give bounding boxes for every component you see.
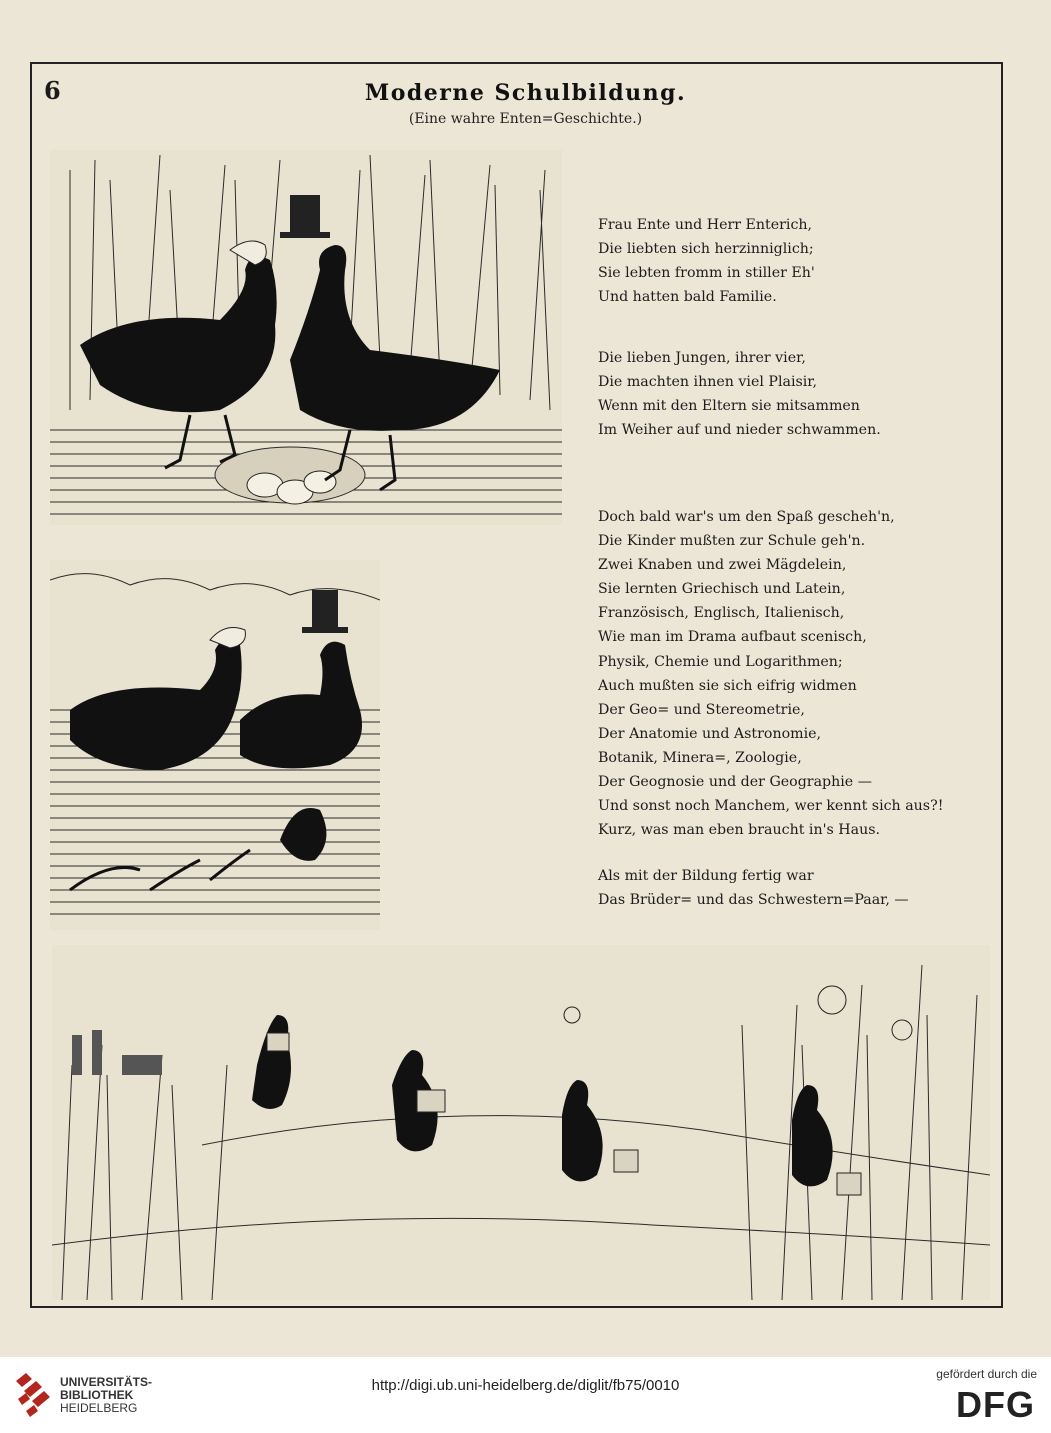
poem-line: Die lieben Jungen, ihrer vier, [598,350,806,366]
page-subtitle: (Eine wahre Enten=Geschichte.) [408,111,643,127]
poem-line: Französisch, Englisch, Italienisch, [598,605,845,622]
poem-stanza [598,505,943,842]
poem-line: Physik, Chemie und Logarithmen; [598,653,843,670]
illustration-ducks-school-walk [52,945,990,1300]
poem-stanza [598,346,881,442]
illustration-ducks-pond [50,560,380,930]
source-url-link[interactable]: http://digi.ub.uni-heidelberg.de/diglit/fb75/0010 [371,1377,680,1394]
poem-line: Kurz, was man eben braucht in's Haus. [598,822,881,839]
poem-line: Als mit der Bildung fertig war [598,868,814,884]
poem-line: Die machten ihnen viel Plaisir, [598,374,818,391]
illustration-ducks-school-walk-drawing [52,945,990,1300]
poem-line: Der Geognosie und der Geographie — [598,774,872,791]
poem-line: Die Kinder mußten zur Schule geh'n. [598,533,866,550]
illustration-ducks-pond-drawing [50,560,380,930]
poem-line: Doch bald war's um den Spaß gescheh'n, [598,509,895,525]
poem-stanza [598,213,815,309]
illustration-ducks-nest-drawing [50,150,562,525]
funded-by-label: gefördert durch die [936,1367,1037,1381]
poem-line: Die liebten sich herzinniglich; [598,241,814,258]
poem-line: Und hatten bald Familie. [598,289,777,306]
poem-line: Wenn mit den Eltern sie mitsammen [598,398,860,415]
poem-line: Der Geo= und Stereometrie, [598,701,805,718]
dfg-logo: DFG [956,1384,1035,1425]
poem-line: Zwei Knaben und zwei Mägdelein, [598,557,847,574]
poem-line: Sie lebten fromm in stiller Eh' [598,265,815,282]
poem-line: Frau Ente und Herr Enterich, [598,217,813,233]
library-name-line3: HEIDELBERG [60,1401,138,1415]
page-number: 6 [44,76,61,105]
illustration-ducks-nest [50,150,562,525]
poem-line: Das Brüder= und das Schwestern=Paar, — [598,892,909,909]
poem-line: Im Weiher auf und nieder schwammen. [598,422,881,439]
page-title: Moderne Schulbildung. [364,80,687,106]
poem-line: Botanik, Minera=, Zoologie, [598,749,802,766]
poem-line: Und sonst noch Manchem, wer kennt sich aus?! [598,798,944,815]
poem-line: Der Anatomie und Astronomie, [598,725,822,742]
poem-stanza [598,864,909,912]
library-name-line2: BIBLIOTHEK [60,1388,134,1402]
poem-line: Sie lernten Griechisch und Latein, [598,581,846,598]
footer-bar [0,1357,1051,1433]
library-name-line1: UNIVERSITÄTS- [60,1375,153,1389]
poem-line: Auch mußten sie sich eifrig widmen [598,677,857,694]
poem-line: Wie man im Drama aufbaut scenisch, [598,629,867,646]
